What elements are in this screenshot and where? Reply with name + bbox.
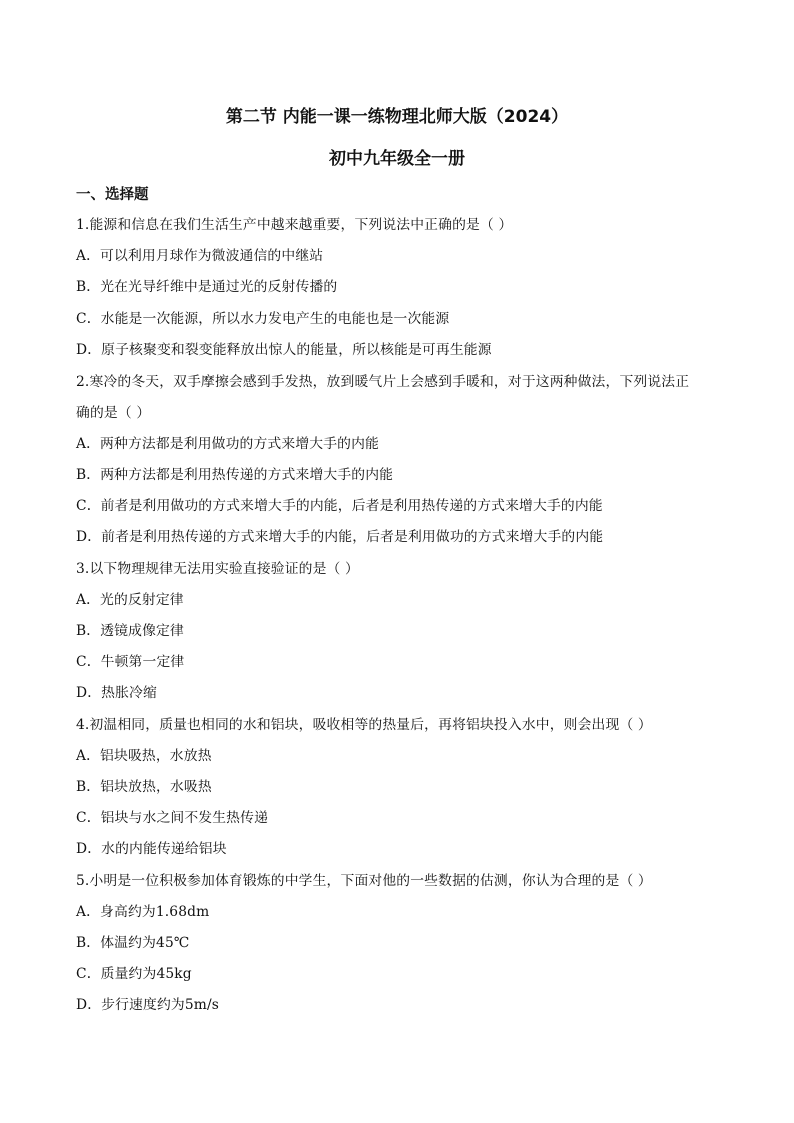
question-1-option-d: D．原子核聚变和裂变能释放出惊人的能量，所以核能是可再生能源 xyxy=(76,342,492,358)
question-3-stem: 3.以下物理规律无法用实验直接验证的是（ ） xyxy=(76,561,359,577)
question-5-option-b: B．体温约为45℃ xyxy=(76,935,190,951)
question-1-option-b: B．光在光导纤维中是通过光的反射传播的 xyxy=(76,279,338,295)
question-2-option-c: C．前者是利用做功的方式来增大手的内能，后者是利用热传递的方式来增大手的内能 xyxy=(76,498,603,514)
question-1-option-c: C．水能是一次能源，所以水力发电产生的电能也是一次能源 xyxy=(76,311,450,327)
question-2-stem: 2.寒冷的冬天，双手摩擦会感到手发热，放到暖气片上会感到手暖和，对于这两种做法，下列说法正 xyxy=(76,374,690,390)
question-5-stem: 5.小明是一位积极参加体育锻炼的中学生，下面对他的一些数据的估测，你认为合理的是（ ） xyxy=(76,873,652,889)
section-heading: 一、选择题 xyxy=(76,187,149,203)
question-1-stem: 1.能源和信息在我们生活生产中越来越重要，下列说法中正确的是（ ） xyxy=(76,217,513,233)
question-5-option-d: D．步行速度约为5m/s xyxy=(76,997,220,1013)
question-5-option-a: A．身高约为1.68dm xyxy=(76,904,210,920)
question-3-option-d: D．热胀冷缩 xyxy=(76,685,157,701)
question-4-option-b: B．铝块放热，水吸热 xyxy=(76,779,212,795)
question-3-option-c: C．牛顿第一定律 xyxy=(76,654,185,670)
question-3-option-a: A．光的反射定律 xyxy=(76,592,184,608)
question-2-option-d: D．前者是利用热传递的方式来增大手的内能，后者是利用做功的方式来增大手的内能 xyxy=(76,529,604,545)
question-3-option-b: B．透镜成像定律 xyxy=(76,623,184,639)
question-4-option-d: D．水的内能传递给铝块 xyxy=(76,841,227,857)
question-1-option-a: A．可以利用月球作为微波通信的中继站 xyxy=(76,248,324,264)
question-5-option-c: C．质量约为45kg xyxy=(76,966,192,982)
question-4-stem: 4.初温相同，质量也相同的水和铝块，吸收相等的热量后，再将铝块投入水中，则会出现（ ） xyxy=(76,717,652,733)
question-2-option-a: A．两种方法都是利用做功的方式来增大手的内能 xyxy=(76,436,379,452)
question-4-option-a: A．铝块吸热，水放热 xyxy=(76,748,212,764)
question-2-option-b: B．两种方法都是利用热传递的方式来增大手的内能 xyxy=(76,467,394,483)
page-title: 第二节 内能一课一练物理北师大版（2024） xyxy=(225,107,569,127)
question-2-stem-continued: 确的是（ ） xyxy=(76,405,151,421)
page-subtitle: 初中九年级全一册 xyxy=(329,149,465,169)
question-4-option-c: C．铝块与水之间不发生热传递 xyxy=(76,810,269,826)
